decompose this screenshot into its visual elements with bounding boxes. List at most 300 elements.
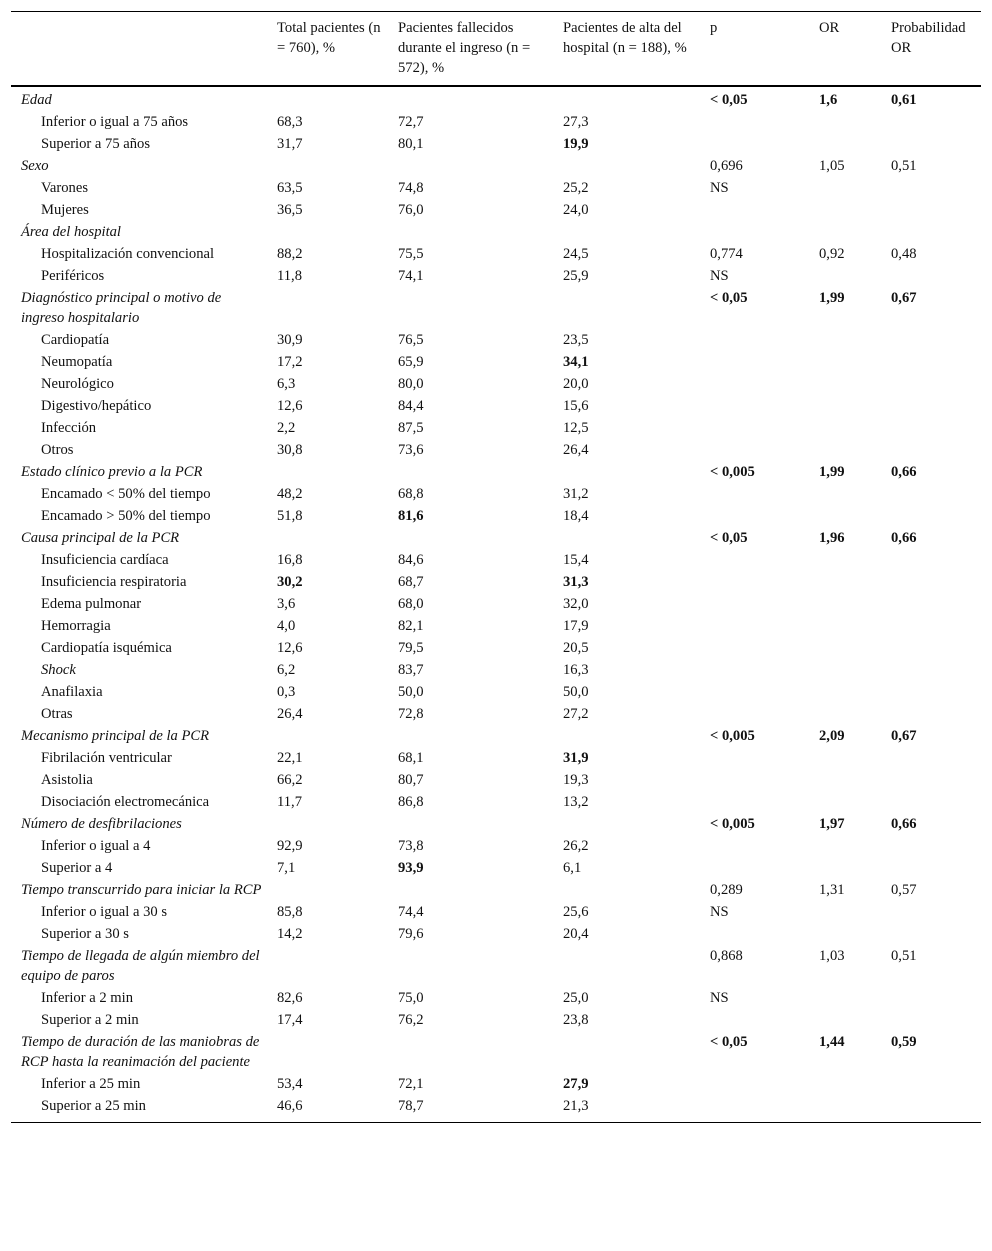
cell-p: < 0,05 bbox=[710, 290, 748, 306]
cell-prob bbox=[881, 835, 981, 857]
row-label: Hemorragia bbox=[41, 618, 111, 634]
cell-or: 1,05 bbox=[819, 158, 845, 174]
cell-alta: 26,4 bbox=[563, 442, 589, 458]
cell-alta: 25,9 bbox=[563, 268, 589, 284]
cell-alta: 24,5 bbox=[563, 246, 589, 262]
cell-or bbox=[809, 177, 881, 199]
cell-total: 17,4 bbox=[277, 1012, 303, 1028]
cell-p bbox=[700, 703, 809, 725]
cell-dead: 84,4 bbox=[398, 398, 424, 414]
cell-total: 53,4 bbox=[277, 1076, 303, 1092]
cell-p bbox=[700, 133, 809, 155]
cell-alta: 32,0 bbox=[563, 596, 589, 612]
cell-alta bbox=[553, 287, 700, 329]
table-row bbox=[11, 483, 981, 505]
table-row bbox=[11, 243, 981, 265]
cell-total: 4,0 bbox=[277, 618, 296, 634]
table-row bbox=[11, 857, 981, 879]
cell-p bbox=[700, 923, 809, 945]
row-label: Otros bbox=[41, 442, 74, 458]
cell-total: 3,6 bbox=[277, 596, 296, 612]
cell-p bbox=[700, 1073, 809, 1095]
row-label: Superior a 30 s bbox=[41, 926, 129, 942]
cell-alta bbox=[553, 1031, 700, 1073]
cell-or bbox=[809, 769, 881, 791]
cell-total: 48,2 bbox=[277, 486, 303, 502]
cell-p bbox=[700, 549, 809, 571]
cell-alta: 25,2 bbox=[563, 180, 589, 196]
cell-dead bbox=[388, 527, 553, 549]
cell-p bbox=[700, 857, 809, 879]
cell-p bbox=[700, 1009, 809, 1031]
cell-p bbox=[700, 637, 809, 659]
table-row bbox=[11, 505, 981, 527]
cell-dead: 83,7 bbox=[398, 662, 424, 678]
cell-total bbox=[267, 725, 388, 747]
cell-dead: 72,7 bbox=[398, 114, 424, 130]
cell-or bbox=[809, 593, 881, 615]
cell-or bbox=[809, 549, 881, 571]
cell-dead: 75,5 bbox=[398, 246, 424, 262]
cell-or bbox=[809, 111, 881, 133]
cell-p bbox=[700, 417, 809, 439]
cell-alta: 34,1 bbox=[563, 354, 589, 370]
cell-alta: 25,0 bbox=[563, 990, 589, 1006]
row-label: Neumopatía bbox=[41, 354, 113, 370]
cell-or bbox=[809, 329, 881, 351]
cell-or bbox=[809, 681, 881, 703]
cell-alta: 16,3 bbox=[563, 662, 589, 678]
table-row bbox=[11, 1073, 981, 1095]
table-row bbox=[11, 637, 981, 659]
cell-alta: 31,2 bbox=[563, 486, 589, 502]
cell-total: 11,7 bbox=[277, 794, 302, 810]
cell-dead: 87,5 bbox=[398, 420, 424, 436]
cell-or bbox=[809, 439, 881, 461]
section-label: Tiempo transcurrido para iniciar la RCP bbox=[21, 882, 262, 898]
cell-p bbox=[700, 791, 809, 813]
cell-total: 85,8 bbox=[277, 904, 303, 920]
table-header-row bbox=[11, 12, 981, 87]
cell-total: 12,6 bbox=[277, 640, 303, 656]
cell-dead: 73,8 bbox=[398, 838, 424, 854]
section-label: Causa principal de la PCR bbox=[21, 530, 180, 546]
cell-or bbox=[809, 505, 881, 527]
cell-alta: 27,2 bbox=[563, 706, 589, 722]
cell-p bbox=[700, 615, 809, 637]
section-row bbox=[11, 725, 981, 747]
cell-alta bbox=[553, 221, 700, 243]
cell-alta: 25,6 bbox=[563, 904, 589, 920]
data-table bbox=[11, 11, 981, 1122]
cell-prob: 0,66 bbox=[891, 530, 917, 546]
cell-dead: 68,1 bbox=[398, 750, 424, 766]
cell-or bbox=[809, 395, 881, 417]
cell-p bbox=[700, 329, 809, 351]
cell-alta: 19,3 bbox=[563, 772, 589, 788]
section-row bbox=[11, 527, 981, 549]
cell-alta: 12,5 bbox=[563, 420, 589, 436]
column-header: Pacientes de alta del hospital (n = 188), % bbox=[563, 20, 687, 56]
cell-p bbox=[700, 835, 809, 857]
cell-prob bbox=[881, 395, 981, 417]
table-row bbox=[11, 987, 981, 1009]
row-label: Hospitalización convencional bbox=[41, 246, 215, 262]
section-row bbox=[11, 155, 981, 177]
cell-alta: 31,3 bbox=[563, 574, 589, 590]
cell-or: 1,44 bbox=[819, 1034, 845, 1050]
cell-dead bbox=[388, 879, 553, 901]
cell-total bbox=[267, 945, 388, 987]
cell-alta: 17,9 bbox=[563, 618, 589, 634]
cell-p: < 0,05 bbox=[710, 92, 748, 108]
cell-alta: 15,6 bbox=[563, 398, 589, 414]
cell-total: 63,5 bbox=[277, 180, 303, 196]
table-row bbox=[11, 111, 981, 133]
cell-total: 30,2 bbox=[277, 574, 303, 590]
cell-or bbox=[809, 637, 881, 659]
table-row bbox=[11, 329, 981, 351]
cell-p: NS bbox=[710, 990, 729, 1006]
cell-p bbox=[700, 439, 809, 461]
cell-dead: 82,1 bbox=[398, 618, 424, 634]
cell-total: 68,3 bbox=[277, 114, 303, 130]
cell-or bbox=[809, 1073, 881, 1095]
cell-dead: 76,5 bbox=[398, 332, 424, 348]
table-row bbox=[11, 439, 981, 461]
row-label: Varones bbox=[41, 180, 89, 196]
cell-total: 51,8 bbox=[277, 508, 303, 524]
cell-alta: 23,8 bbox=[563, 1012, 589, 1028]
table-row bbox=[11, 791, 981, 813]
cell-p: NS bbox=[710, 904, 729, 920]
table-body bbox=[11, 86, 981, 1122]
cell-or bbox=[809, 747, 881, 769]
cell-dead bbox=[388, 86, 553, 111]
cell-dead: 80,0 bbox=[398, 376, 424, 392]
cell-prob bbox=[881, 549, 981, 571]
section-row bbox=[11, 945, 981, 987]
column-header bbox=[11, 12, 267, 87]
section-label: Área del hospital bbox=[21, 224, 121, 240]
cell-alta: 18,4 bbox=[563, 508, 589, 524]
cell-prob bbox=[881, 483, 981, 505]
row-label: Cardiopatía bbox=[41, 332, 110, 348]
cell-total: 92,9 bbox=[277, 838, 303, 854]
cell-prob bbox=[881, 1009, 981, 1031]
cell-or bbox=[809, 659, 881, 681]
cell-p bbox=[700, 1095, 809, 1122]
cell-prob bbox=[881, 571, 981, 593]
section-row bbox=[11, 221, 981, 243]
cell-prob bbox=[881, 593, 981, 615]
table-row bbox=[11, 615, 981, 637]
cell-p bbox=[700, 747, 809, 769]
cell-total: 22,1 bbox=[277, 750, 303, 766]
cell-total: 88,2 bbox=[277, 246, 303, 262]
table-row bbox=[11, 835, 981, 857]
cell-p: NS bbox=[710, 180, 729, 196]
section-label: Tiempo de llegada de algún miembro del equipo de paros bbox=[21, 948, 260, 984]
cell-total: 26,4 bbox=[277, 706, 303, 722]
row-label: Infección bbox=[41, 420, 97, 436]
row-label: Inferior o igual a 75 años bbox=[41, 114, 189, 130]
cell-prob bbox=[881, 505, 981, 527]
cell-alta: 20,4 bbox=[563, 926, 589, 942]
cell-alta bbox=[553, 725, 700, 747]
table-row bbox=[11, 373, 981, 395]
cell-alta bbox=[553, 813, 700, 835]
cell-alta: 27,9 bbox=[563, 1076, 589, 1092]
cell-prob: 0,57 bbox=[891, 882, 917, 898]
row-label: Inferior o igual a 4 bbox=[41, 838, 151, 854]
row-label: Cardiopatía isquémica bbox=[41, 640, 172, 656]
table-row bbox=[11, 177, 981, 199]
cell-p bbox=[700, 483, 809, 505]
cell-prob bbox=[881, 987, 981, 1009]
cell-dead bbox=[388, 1031, 553, 1073]
cell-dead: 78,7 bbox=[398, 1098, 424, 1114]
cell-alta bbox=[553, 945, 700, 987]
cell-total: 36,5 bbox=[277, 202, 303, 218]
cell-or bbox=[809, 483, 881, 505]
cell-dead: 68,8 bbox=[398, 486, 424, 502]
cell-prob bbox=[881, 1073, 981, 1095]
cell-p bbox=[700, 395, 809, 417]
cell-dead: 65,9 bbox=[398, 354, 424, 370]
column-header: Probabilidad OR bbox=[891, 20, 966, 56]
cell-or bbox=[809, 901, 881, 923]
section-row bbox=[11, 813, 981, 835]
cell-total: 46,6 bbox=[277, 1098, 303, 1114]
cell-total bbox=[267, 86, 388, 111]
section-row bbox=[11, 287, 981, 329]
cell-or bbox=[809, 835, 881, 857]
cell-p bbox=[700, 373, 809, 395]
cell-prob bbox=[881, 615, 981, 637]
column-header: Pacientes fallecidos durante el ingreso (n = 572), % bbox=[398, 20, 531, 76]
cell-p bbox=[700, 351, 809, 373]
cell-total: 66,2 bbox=[277, 772, 303, 788]
cell-p bbox=[700, 681, 809, 703]
cell-prob: 0,66 bbox=[891, 816, 917, 832]
cell-alta: 13,2 bbox=[563, 794, 589, 810]
cell-total bbox=[267, 221, 388, 243]
cell-prob bbox=[881, 857, 981, 879]
cell-total: 30,9 bbox=[277, 332, 303, 348]
cell-dead: 75,0 bbox=[398, 990, 424, 1006]
cell-alta: 19,9 bbox=[563, 136, 589, 152]
cell-alta: 27,3 bbox=[563, 114, 589, 130]
table-row bbox=[11, 769, 981, 791]
section-row bbox=[11, 461, 981, 483]
cell-total: 6,2 bbox=[277, 662, 296, 678]
cell-or: 1,6 bbox=[819, 92, 838, 108]
cell-dead bbox=[388, 461, 553, 483]
table-row bbox=[11, 747, 981, 769]
row-label: Neurológico bbox=[41, 376, 114, 392]
cell-total bbox=[267, 155, 388, 177]
cell-dead: 76,2 bbox=[398, 1012, 424, 1028]
column-header: p bbox=[710, 20, 718, 36]
cell-p bbox=[700, 593, 809, 615]
cell-dead: 68,7 bbox=[398, 574, 424, 590]
cell-dead: 93,9 bbox=[398, 860, 424, 876]
cell-dead: 74,8 bbox=[398, 180, 424, 196]
column-header: OR bbox=[819, 20, 840, 36]
table-container bbox=[11, 0, 981, 1123]
row-label: Superior a 2 min bbox=[41, 1012, 139, 1028]
cell-or bbox=[809, 615, 881, 637]
cell-p bbox=[700, 769, 809, 791]
cell-prob bbox=[881, 265, 981, 287]
cell-or bbox=[809, 1095, 881, 1122]
row-label: Encamado > 50% del tiempo bbox=[41, 508, 211, 524]
section-label: Sexo bbox=[21, 158, 49, 174]
table-row bbox=[11, 659, 981, 681]
cell-total bbox=[267, 527, 388, 549]
row-label: Inferior a 2 min bbox=[41, 990, 133, 1006]
table-row bbox=[11, 703, 981, 725]
section-row bbox=[11, 1031, 981, 1073]
cell-prob bbox=[881, 373, 981, 395]
cell-alta: 23,5 bbox=[563, 332, 589, 348]
cell-total: 6,3 bbox=[277, 376, 296, 392]
section-label: Estado clínico previo a la PCR bbox=[21, 464, 203, 480]
cell-prob bbox=[881, 329, 981, 351]
cell-dead: 68,0 bbox=[398, 596, 424, 612]
table-row bbox=[11, 549, 981, 571]
table-row bbox=[11, 593, 981, 615]
section-row bbox=[11, 879, 981, 901]
cell-total bbox=[267, 879, 388, 901]
row-label: Asistolia bbox=[41, 772, 93, 788]
cell-prob: 0,67 bbox=[891, 290, 917, 306]
cell-prob bbox=[881, 769, 981, 791]
cell-prob bbox=[881, 681, 981, 703]
cell-p: < 0,05 bbox=[710, 1034, 748, 1050]
table-row bbox=[11, 901, 981, 923]
cell-total: 2,2 bbox=[277, 420, 296, 436]
cell-dead bbox=[388, 945, 553, 987]
cell-alta: 20,5 bbox=[563, 640, 589, 656]
cell-prob: 0,66 bbox=[891, 464, 917, 480]
cell-alta bbox=[553, 461, 700, 483]
row-label: Digestivo/hepático bbox=[41, 398, 152, 414]
cell-dead: 86,8 bbox=[398, 794, 424, 810]
cell-p: 0,696 bbox=[710, 158, 743, 174]
cell-alta: 15,4 bbox=[563, 552, 589, 568]
cell-dead: 81,6 bbox=[398, 508, 424, 524]
cell-or: 1,31 bbox=[819, 882, 845, 898]
row-label: Anafilaxia bbox=[41, 684, 103, 700]
cell-or bbox=[809, 351, 881, 373]
row-label: Disociación electromecánica bbox=[41, 794, 210, 810]
cell-dead: 76,0 bbox=[398, 202, 424, 218]
cell-total bbox=[267, 287, 388, 329]
cell-dead bbox=[388, 287, 553, 329]
cell-dead: 80,7 bbox=[398, 772, 424, 788]
cell-dead: 84,6 bbox=[398, 552, 424, 568]
cell-or bbox=[809, 791, 881, 813]
row-label: Shock bbox=[41, 662, 76, 678]
cell-total: 0,3 bbox=[277, 684, 296, 700]
table-row bbox=[11, 417, 981, 439]
table-bottom-rule bbox=[11, 1122, 981, 1123]
cell-total: 31,7 bbox=[277, 136, 303, 152]
cell-dead: 74,4 bbox=[398, 904, 424, 920]
cell-prob bbox=[881, 221, 981, 243]
cell-prob: 0,51 bbox=[891, 948, 917, 964]
cell-total: 12,6 bbox=[277, 398, 303, 414]
cell-alta bbox=[553, 879, 700, 901]
table-row bbox=[11, 1009, 981, 1031]
cell-p: < 0,05 bbox=[710, 530, 748, 546]
cell-p bbox=[700, 111, 809, 133]
cell-total: 11,8 bbox=[277, 268, 302, 284]
row-label: Insuficiencia cardíaca bbox=[41, 552, 169, 568]
cell-alta: 6,1 bbox=[563, 860, 582, 876]
cell-dead: 72,1 bbox=[398, 1076, 424, 1092]
cell-prob bbox=[881, 637, 981, 659]
cell-prob bbox=[881, 1095, 981, 1122]
row-label: Inferior a 25 min bbox=[41, 1076, 141, 1092]
row-label: Fibrilación ventricular bbox=[41, 750, 172, 766]
table-row bbox=[11, 351, 981, 373]
cell-total bbox=[267, 461, 388, 483]
cell-prob bbox=[881, 351, 981, 373]
cell-or bbox=[809, 571, 881, 593]
cell-dead bbox=[388, 813, 553, 835]
cell-dead: 74,1 bbox=[398, 268, 424, 284]
cell-total: 16,8 bbox=[277, 552, 303, 568]
cell-alta: 31,9 bbox=[563, 750, 589, 766]
cell-prob bbox=[881, 791, 981, 813]
cell-total: 14,2 bbox=[277, 926, 303, 942]
cell-or: 1,96 bbox=[819, 530, 845, 546]
cell-or bbox=[809, 703, 881, 725]
cell-or bbox=[809, 923, 881, 945]
cell-total: 7,1 bbox=[277, 860, 296, 876]
cell-or bbox=[809, 857, 881, 879]
row-label: Edema pulmonar bbox=[41, 596, 142, 612]
cell-prob bbox=[881, 747, 981, 769]
cell-or bbox=[809, 199, 881, 221]
section-label: Mecanismo principal de la PCR bbox=[21, 728, 210, 744]
cell-or: 1,99 bbox=[819, 464, 845, 480]
cell-prob bbox=[881, 177, 981, 199]
cell-alta: 20,0 bbox=[563, 376, 589, 392]
cell-p bbox=[700, 571, 809, 593]
cell-dead: 50,0 bbox=[398, 684, 424, 700]
cell-dead bbox=[388, 155, 553, 177]
table-row bbox=[11, 923, 981, 945]
cell-or: 0,92 bbox=[819, 246, 845, 262]
row-label: Periféricos bbox=[41, 268, 105, 284]
section-label: Edad bbox=[21, 92, 52, 108]
cell-or bbox=[809, 221, 881, 243]
cell-alta: 26,2 bbox=[563, 838, 589, 854]
cell-alta bbox=[553, 527, 700, 549]
cell-alta bbox=[553, 155, 700, 177]
cell-or bbox=[809, 265, 881, 287]
cell-prob: 0,51 bbox=[891, 158, 917, 174]
table-row bbox=[11, 199, 981, 221]
cell-p: NS bbox=[710, 268, 729, 284]
cell-alta: 21,3 bbox=[563, 1098, 589, 1114]
table-row bbox=[11, 133, 981, 155]
row-label: Encamado < 50% del tiempo bbox=[41, 486, 211, 502]
